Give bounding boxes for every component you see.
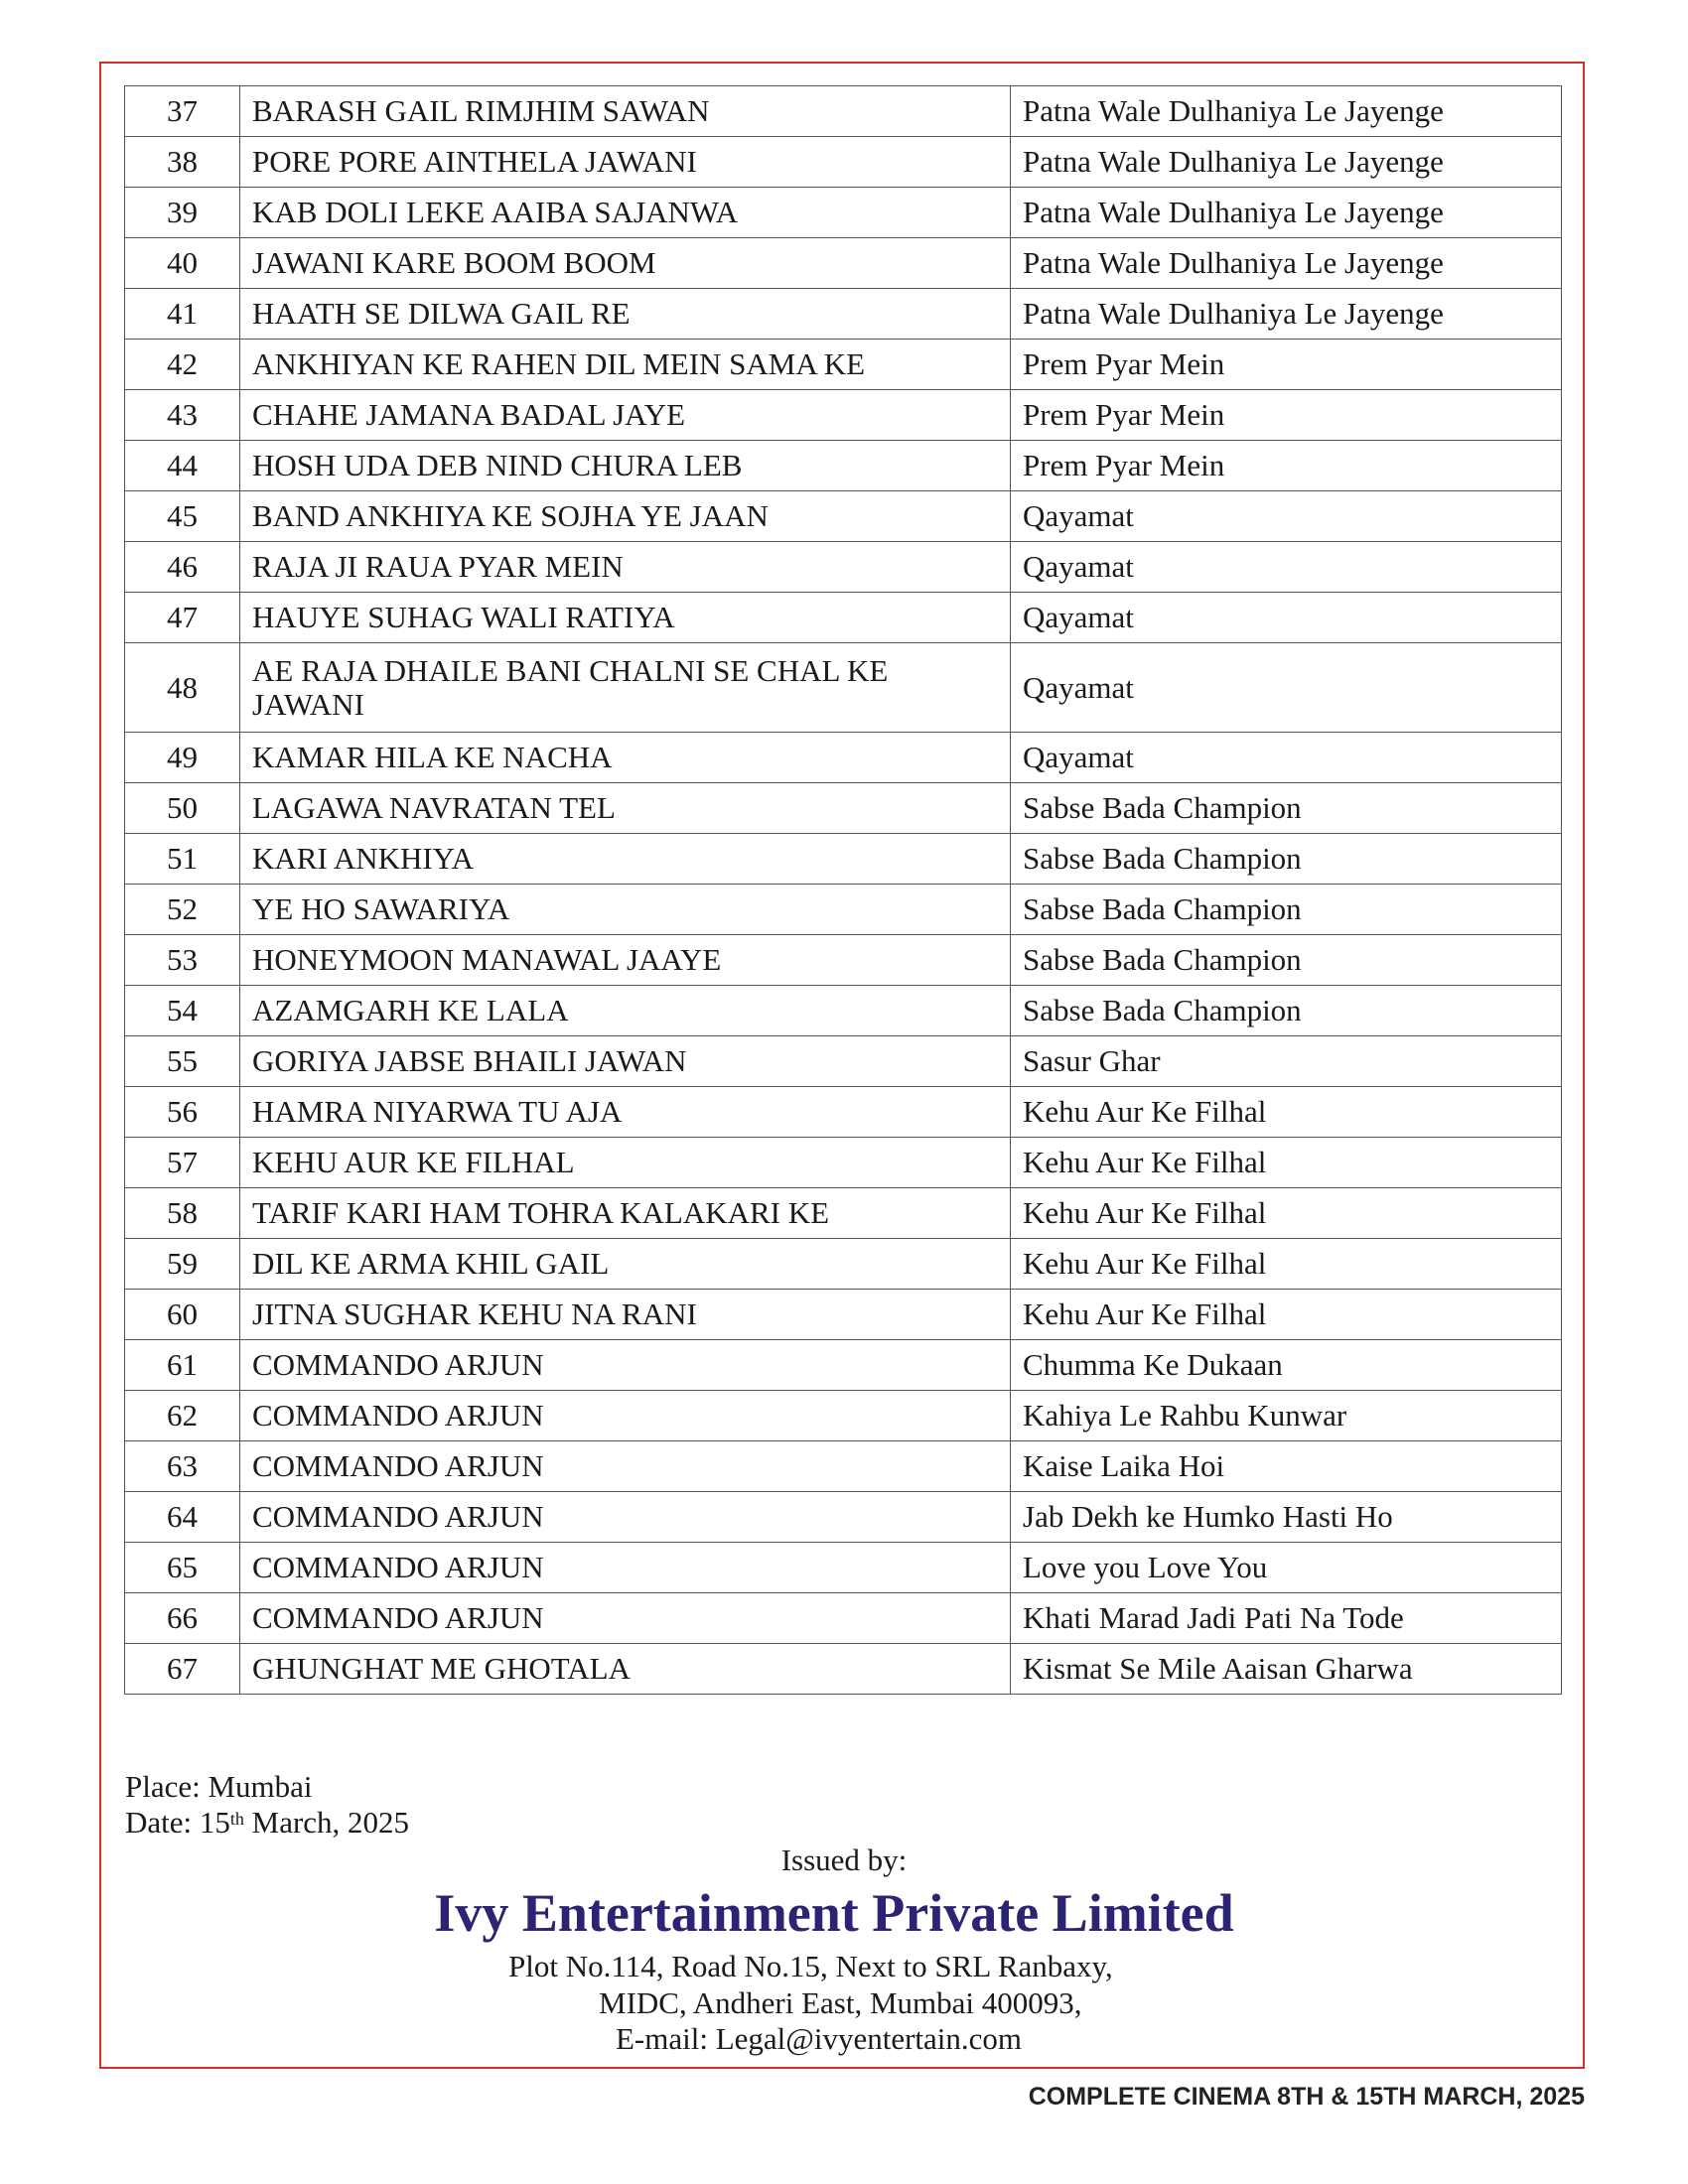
table-row [125,1036,1562,1087]
song-number-cell: 61 [125,1340,240,1391]
film-title-cell: Patna Wale Dulhaniya Le Jayenge [1011,289,1562,340]
table-row [125,935,1562,986]
film-title-cell: Sabse Bada Champion [1011,986,1562,1036]
table-row [125,986,1562,1036]
film-title-cell: Kehu Aur Ke Filhal [1011,1188,1562,1239]
song-number-cell: 51 [125,834,240,885]
song-number-cell: 41 [125,289,240,340]
song-number-cell: 47 [125,593,240,643]
table-row [125,441,1562,491]
film-title-cell: Kahiya Le Rahbu Kunwar [1011,1391,1562,1441]
page-caption: COMPLETE CINEMA 8TH & 15TH MARCH, 2025 [1028,2083,1585,2111]
table-row [125,491,1562,542]
table-row [125,1239,1562,1290]
table-row [125,643,1562,733]
film-title-cell: Kehu Aur Ke Filhal [1011,1239,1562,1290]
film-title-cell: Kaise Laika Hoi [1011,1441,1562,1492]
song-number-cell: 56 [125,1087,240,1138]
place-date-block [125,1769,409,1841]
song-number-cell: 67 [125,1644,240,1695]
song-number-cell: 46 [125,542,240,593]
song-number-cell: 62 [125,1391,240,1441]
song-number-cell: 54 [125,986,240,1036]
song-table [124,85,1562,1695]
song-number-cell: 60 [125,1290,240,1340]
song-number-cell: 58 [125,1188,240,1239]
song-number-cell: 40 [125,238,240,289]
address-line-2: MIDC, Andheri East, Mumbai 400093, [599,1985,1082,2020]
film-title-cell: Kehu Aur Ke Filhal [1011,1087,1562,1138]
song-title-cell: HAUYE SUHAG WALI RATIYA [240,593,1011,643]
table-row [125,188,1562,238]
film-title-cell: Khati Marad Jadi Pati Na Tode [1011,1593,1562,1644]
song-title-cell: KARI ANKHIYA [240,834,1011,885]
film-title-cell: Sasur Ghar [1011,1036,1562,1087]
song-title-cell: HAMRA NIYARWA TU AJA [240,1087,1011,1138]
song-number-cell: 59 [125,1239,240,1290]
film-title-cell: Patna Wale Dulhaniya Le Jayenge [1011,238,1562,289]
issued-by-label: Issued by: [780,1843,908,1877]
table-row [125,1188,1562,1239]
song-number-cell: 52 [125,885,240,935]
film-title-cell: Qayamat [1011,542,1562,593]
song-number-cell: 48 [125,643,240,733]
song-title-cell: GHUNGHAT ME GHOTALA [240,1644,1011,1695]
song-title-cell: HOSH UDA DEB NIND CHURA LEB [240,441,1011,491]
table-row [125,1138,1562,1188]
film-title-cell: Qayamat [1011,733,1562,783]
song-title-cell: GORIYA JABSE BHAILI JAWAN [240,1036,1011,1087]
song-title-cell: DIL KE ARMA KHIL GAIL [240,1239,1011,1290]
song-number-cell: 55 [125,1036,240,1087]
song-title-cell: TARIF KARI HAM TOHRA KALAKARI KE [240,1188,1011,1239]
song-title-cell: AZAMGARH KE LALA [240,986,1011,1036]
table-row [125,137,1562,188]
song-number-cell: 53 [125,935,240,986]
song-number-cell: 57 [125,1138,240,1188]
song-number-cell: 63 [125,1441,240,1492]
film-title-cell: Jab Dekh ke Humko Hasti Ho [1011,1492,1562,1543]
song-number-cell: 37 [125,86,240,137]
song-number-cell: 39 [125,188,240,238]
song-title-cell: RAJA JI RAUA PYAR MEIN [240,542,1011,593]
table-row [125,238,1562,289]
song-title-cell: HAATH SE DILWA GAIL RE [240,289,1011,340]
film-title-cell: Prem Pyar Mein [1011,390,1562,441]
song-title-cell: JAWANI KARE BOOM BOOM [240,238,1011,289]
film-title-cell: Kehu Aur Ke Filhal [1011,1290,1562,1340]
song-title-cell: COMMANDO ARJUN [240,1492,1011,1543]
film-title-cell: Sabse Bada Champion [1011,885,1562,935]
song-number-cell: 42 [125,340,240,390]
table-row [125,86,1562,137]
table-row [125,542,1562,593]
table-row [125,1644,1562,1695]
table-row [125,1543,1562,1593]
table-row [125,340,1562,390]
company-name: Ivy Entertainment Private Limited [434,1883,1234,1943]
film-title-cell: Prem Pyar Mein [1011,441,1562,491]
table-row [125,289,1562,340]
song-title-cell: CHAHE JAMANA BADAL JAYE [240,390,1011,441]
film-title-cell: Kismat Se Mile Aaisan Gharwa [1011,1644,1562,1695]
film-title-cell: Prem Pyar Mein [1011,340,1562,390]
song-title-cell: KAMAR HILA KE NACHA [240,733,1011,783]
date-text: Date: 15th March, 2025 [125,1805,410,1840]
song-title-cell: BAND ANKHIYA KE SOJHA YE JAAN [240,491,1011,542]
song-number-cell: 38 [125,137,240,188]
song-title-cell: LAGAWA NAVRATAN TEL [240,783,1011,834]
song-number-cell: 43 [125,390,240,441]
song-number-cell: 50 [125,783,240,834]
table-row [125,1441,1562,1492]
table-row [125,1340,1562,1391]
table-row [125,733,1562,783]
song-title-cell: KAB DOLI LEKE AAIBA SAJANWA [240,188,1011,238]
film-title-cell: Love you Love You [1011,1543,1562,1593]
film-title-cell: Patna Wale Dulhaniya Le Jayenge [1011,137,1562,188]
table-row [125,1593,1562,1644]
song-title-cell: COMMANDO ARJUN [240,1441,1011,1492]
song-title-cell: ANKHIYAN KE RAHEN DIL MEIN SAMA KE [240,340,1011,390]
film-title-cell: Sabse Bada Champion [1011,783,1562,834]
song-title-cell: HONEYMOON MANAWAL JAAYE [240,935,1011,986]
song-number-cell: 45 [125,491,240,542]
film-title-cell: Patna Wale Dulhaniya Le Jayenge [1011,188,1562,238]
table-row [125,1290,1562,1340]
address-line-1: Plot No.114, Road No.15, Next to SRL Ranbaxy, [508,1949,1113,1983]
film-title-cell: Sabse Bada Champion [1011,935,1562,986]
table-row [125,390,1562,441]
film-title-cell: Chumma Ke Dukaan [1011,1340,1562,1391]
song-title-cell: YE HO SAWARIYA [240,885,1011,935]
song-number-cell: 64 [125,1492,240,1543]
film-title-cell: Kehu Aur Ke Filhal [1011,1138,1562,1188]
song-number-cell: 65 [125,1543,240,1593]
song-title-cell: COMMANDO ARJUN [240,1391,1011,1441]
song-table-body [125,86,1562,1695]
song-number-cell: 66 [125,1593,240,1644]
table-row [125,783,1562,834]
film-title-cell: Sabse Bada Champion [1011,834,1562,885]
table-row [125,1492,1562,1543]
song-title-cell: COMMANDO ARJUN [240,1543,1011,1593]
song-title-cell: COMMANDO ARJUN [240,1593,1011,1644]
table-row [125,1087,1562,1138]
table-row [125,885,1562,935]
song-title-cell: JITNA SUGHAR KEHU NA RANI [240,1290,1011,1340]
film-title-cell: Patna Wale Dulhaniya Le Jayenge [1011,86,1562,137]
song-title-cell: BARASH GAIL RIMJHIM SAWAN [240,86,1011,137]
table-row [125,1391,1562,1441]
film-title-cell: Qayamat [1011,491,1562,542]
song-title-cell: PORE PORE AINTHELA JAWANI [240,137,1011,188]
table-row [125,593,1562,643]
film-title-cell: Qayamat [1011,643,1562,733]
film-title-cell: Qayamat [1011,593,1562,643]
song-title-cell: COMMANDO ARJUN [240,1340,1011,1391]
table-row [125,834,1562,885]
place-text: Place: Mumbai [125,1769,313,1804]
song-title-cell: KEHU AUR KE FILHAL [240,1138,1011,1188]
song-number-cell: 44 [125,441,240,491]
email-line: E-mail: Legal@ivyentertain.com [616,2021,1023,2056]
song-title-cell: AE RAJA DHAILE BANI CHALNI SE CHAL KE JAWANI [240,643,1011,733]
song-number-cell: 49 [125,733,240,783]
